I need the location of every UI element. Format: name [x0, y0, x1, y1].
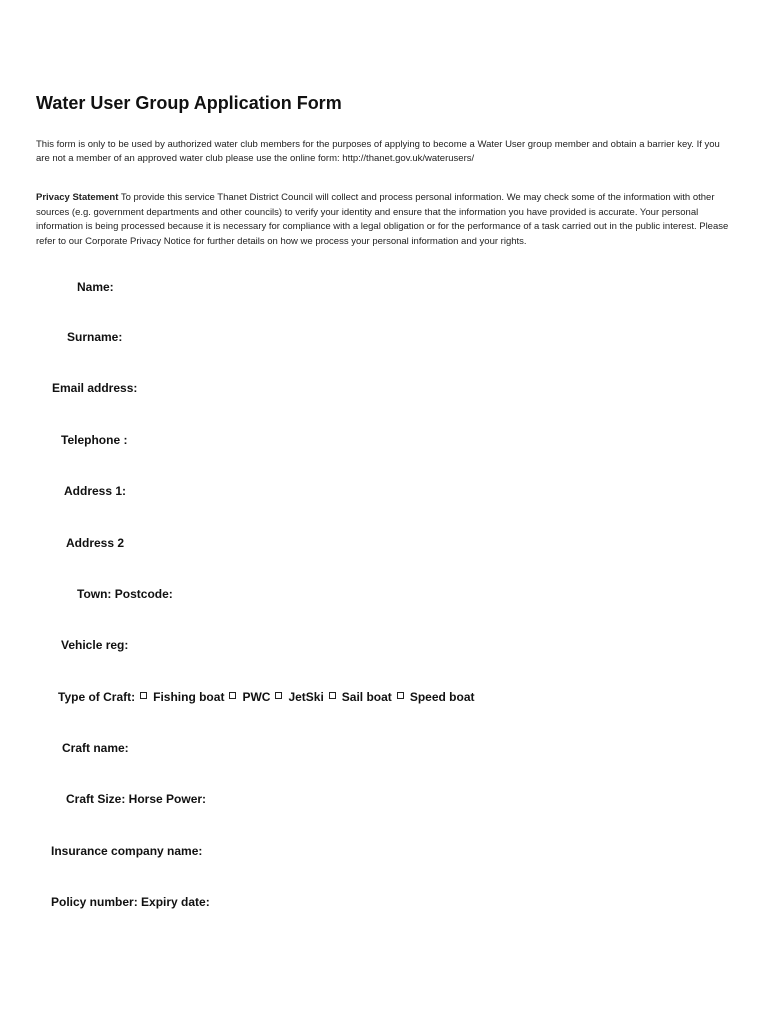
privacy-statement: [36, 191, 736, 249]
craft-option-label: JetSki: [288, 690, 324, 704]
vehicle-reg-field-label: Vehicle reg:: [61, 638, 129, 652]
name-field-label: Name:: [77, 280, 114, 294]
sail-boat-checkbox[interactable]: [329, 692, 336, 699]
privacy-text: To provide this service Thanet District Council will collect and process personal information. We may check some of the information with other sources (e.g. government departments and other councils) to verify your identity and ensure that the information you have provided is accurate. Your personal information is being processed because it is necessary for compliance with a legal obligation or for the performance of a task carried out in the public interest. Please refer to our Corporate Privacy Notice for further details on how we process your personal information and your rights.: [36, 192, 729, 247]
address2-field-label: Address 2: [66, 536, 125, 550]
privacy-heading: Privacy Statement: [36, 192, 119, 203]
craft-option-label: Fishing boat: [153, 690, 225, 704]
email-field-label: Email address:: [52, 381, 138, 395]
insurance-field-label: Insurance company name:: [51, 844, 203, 858]
surname-field-label: Surname:: [67, 330, 123, 344]
address1-field-label: Address 1:: [64, 484, 127, 498]
policy-field-label: Policy number: Expiry date:: [51, 895, 210, 909]
intro-text: This form is only to be used by authorized water club members for the purposes of applying to become a Water User group member and obtain a barrier key. If you are not a member of an approved water club please use the online form: http://thanet.gov.uk/waterusers/: [36, 139, 720, 164]
craft-option-label: Sail boat: [341, 690, 392, 704]
craft-size-field-label: Craft Size: Horse Power:: [66, 792, 207, 806]
craft-type-label: Type of Craft:: [58, 690, 136, 704]
pwc-checkbox[interactable]: [229, 692, 236, 699]
craft-name-field-label: Craft name:: [62, 741, 129, 755]
town-postcode-field-label: Town: Postcode:: [77, 587, 173, 601]
jetski-checkbox[interactable]: [275, 692, 282, 699]
fishing-boat-checkbox[interactable]: [140, 692, 147, 699]
speed-boat-checkbox[interactable]: [397, 692, 404, 699]
craft-type-row: [58, 690, 475, 704]
craft-option-label: Speed boat: [409, 690, 475, 704]
craft-option-label: PWC: [242, 690, 271, 704]
telephone-field-label: Telephone :: [61, 433, 128, 447]
form-title: Water User Group Application Form: [36, 93, 342, 113]
